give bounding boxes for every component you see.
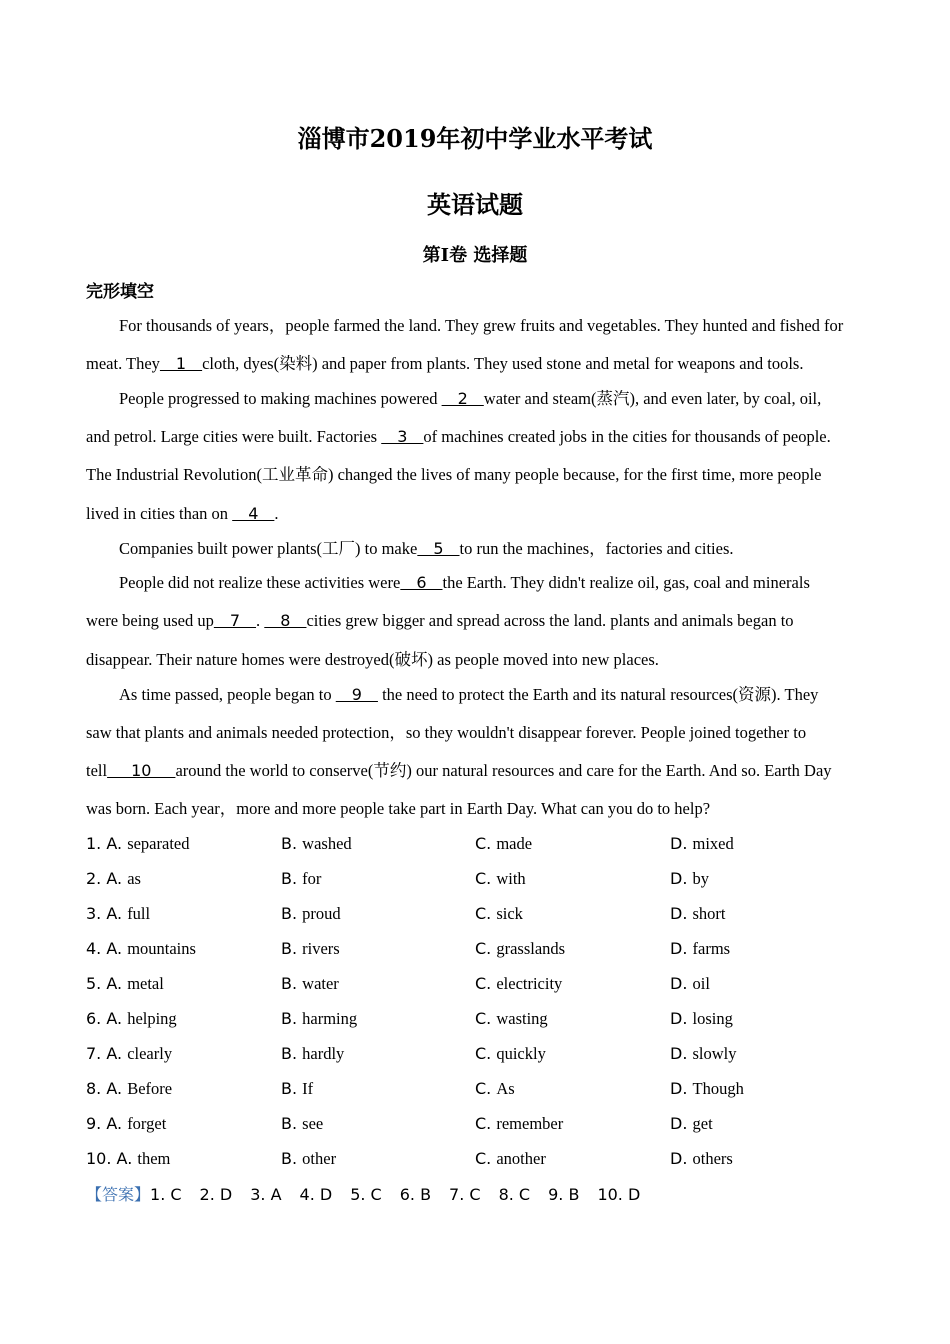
exam-title: 淄博市2019年初中学业水平考试: [297, 124, 653, 153]
option-label: B.: [281, 1009, 303, 1028]
option-label: C.: [475, 1149, 497, 1168]
option-text: electricity: [496, 974, 563, 993]
option-label: D.: [670, 974, 693, 993]
option-label: 3. A.: [86, 904, 128, 923]
option-a: [86, 937, 196, 961]
question-row: [86, 832, 866, 856]
passage-text: People progressed to making machines powered: [119, 389, 442, 408]
answer-value: 5. C: [350, 1185, 382, 1204]
option-label: B.: [281, 1149, 303, 1168]
option-text: proud: [302, 904, 341, 923]
option-b: [281, 902, 341, 926]
option-b: [281, 867, 321, 891]
option-label: 1. A.: [86, 834, 128, 853]
passage-line: [119, 314, 843, 338]
passage-text: of machines created jobs in the cities for thousands of people.: [423, 427, 831, 446]
passage-text: meat. They: [86, 354, 160, 373]
option-text: separated: [127, 834, 190, 853]
option-label: 7. A.: [86, 1044, 128, 1063]
passage-line: [86, 463, 821, 487]
passage-line: [119, 387, 821, 411]
option-c: [475, 1077, 515, 1101]
passage-text: saw that plants and animals needed protection，so they wouldn't disappear forever. People joined together to: [86, 723, 807, 742]
option-d: [670, 1042, 737, 1066]
passage-text: disappear. Their nature homes were destroyed(破坏) as people moved into new places.: [86, 650, 659, 669]
answer-values: [150, 1185, 658, 1204]
option-text: others: [692, 1149, 733, 1168]
option-text: farms: [692, 939, 731, 958]
option-text: get: [692, 1114, 713, 1133]
answer-value: 8. C: [498, 1185, 531, 1204]
option-label: D.: [670, 904, 693, 923]
option-d: [670, 832, 734, 856]
option-text: harming: [302, 1009, 358, 1028]
passage-line: [86, 797, 710, 821]
option-text: rivers: [302, 939, 340, 958]
cloze-blank: 10: [107, 761, 176, 780]
option-d: [670, 937, 730, 961]
passage-text: lived in cities than on: [86, 504, 233, 523]
option-text: wasting: [496, 1009, 548, 1028]
option-d: [670, 1077, 744, 1101]
answer-line: [86, 1183, 658, 1207]
question-row: [86, 902, 866, 926]
passage-text: As time passed, people began to: [119, 685, 336, 704]
question-row: [86, 1147, 866, 1171]
passage-line: [86, 352, 803, 376]
question-row: [86, 1007, 866, 1031]
option-a: [86, 1042, 172, 1066]
answer-value: 9. B: [548, 1185, 580, 1204]
option-text: As: [496, 1079, 515, 1098]
option-label: B.: [281, 939, 303, 958]
option-b: [281, 972, 339, 996]
option-text: sick: [496, 904, 523, 923]
question-row: [86, 1112, 866, 1136]
option-label: D.: [670, 1044, 693, 1063]
section-title: 完形填空: [86, 282, 154, 302]
option-text: as: [127, 869, 141, 888]
passage-text: People did not realize these activities were: [119, 573, 401, 592]
option-b: [281, 937, 340, 961]
passage-line: [86, 609, 794, 633]
option-text: helping: [127, 1009, 177, 1028]
answer-value: 3. A: [250, 1185, 282, 1204]
cloze-blank: 6: [400, 573, 443, 592]
exam-subtitle: 英语试题: [427, 190, 523, 219]
option-a: [86, 972, 164, 996]
option-a: [86, 1007, 177, 1031]
option-a: [86, 902, 150, 926]
option-text: losing: [692, 1009, 733, 1028]
option-text: grasslands: [496, 939, 566, 958]
option-d: [670, 1007, 733, 1031]
option-label: C.: [475, 834, 497, 853]
option-b: [281, 1112, 323, 1136]
option-c: [475, 832, 532, 856]
passage-text: Companies built power plants(工厂) to make: [119, 539, 418, 558]
option-text: short: [692, 904, 726, 923]
passage-text: around the world to conserve(节约) our natural resources and care for the Earth. And so. Earth Day: [175, 761, 832, 780]
option-text: Before: [127, 1079, 173, 1098]
cloze-blank: 8: [264, 611, 307, 630]
option-label: D.: [670, 869, 693, 888]
option-text: oil: [692, 974, 710, 993]
passage-text: The Industrial Revolution(工业革命) changed the lives of many people because, for the first time, more people: [86, 465, 822, 484]
option-label: C.: [475, 904, 497, 923]
option-text: mountains: [127, 939, 196, 958]
option-c: [475, 972, 562, 996]
option-label: D.: [670, 834, 693, 853]
passage-line: [86, 502, 279, 526]
question-row: [86, 1077, 866, 1101]
passage-line: [86, 759, 832, 783]
option-c: [475, 1007, 548, 1031]
option-label: 8. A.: [86, 1079, 128, 1098]
passage-text: the need to protect the Earth and its natural resources(资源). They: [377, 685, 819, 704]
option-label: C.: [475, 1079, 497, 1098]
option-label: 9. A.: [86, 1114, 128, 1133]
option-label: B.: [281, 1044, 303, 1063]
cloze-blank: 4: [232, 504, 275, 523]
passage-text: to run the machines，factories and cities.: [459, 539, 734, 558]
option-text: mixed: [692, 834, 734, 853]
option-label: 4. A.: [86, 939, 128, 958]
cloze-blank: 2: [441, 389, 484, 408]
option-c: [475, 867, 526, 891]
answer-value: 10. D: [597, 1185, 641, 1204]
option-d: [670, 1112, 713, 1136]
cloze-blank: 7: [213, 611, 257, 630]
passage-text: For thousands of years，people farmed the land. They grew fruits and vegetables. They hunted and fished for: [119, 316, 844, 335]
option-a: [86, 1112, 166, 1136]
passage-text: .: [274, 504, 279, 523]
option-label: C.: [475, 974, 497, 993]
cloze-blank: 9: [335, 685, 378, 704]
passage-text: .: [256, 611, 265, 630]
option-b: [281, 1007, 357, 1031]
question-row: [86, 972, 866, 996]
cloze-blank: 3: [381, 427, 424, 446]
option-b: [281, 1042, 344, 1066]
option-c: [475, 1112, 563, 1136]
option-label: C.: [475, 869, 497, 888]
option-text: full: [127, 904, 151, 923]
option-d: [670, 1147, 733, 1171]
option-text: for: [302, 869, 322, 888]
option-text: If: [302, 1079, 314, 1098]
answer-value: 1. C: [150, 1185, 182, 1204]
passage-line: [119, 571, 810, 595]
option-label: B.: [281, 834, 303, 853]
cloze-blank: 5: [417, 539, 460, 558]
question-row: [86, 1042, 866, 1066]
option-c: [475, 902, 523, 926]
option-c: [475, 1042, 546, 1066]
option-text: clearly: [127, 1044, 173, 1063]
option-label: B.: [281, 1114, 303, 1133]
option-label: D.: [670, 1009, 693, 1028]
option-text: Though: [692, 1079, 744, 1098]
option-text: another: [496, 1149, 546, 1168]
option-a: [86, 1077, 172, 1101]
option-label: C.: [475, 1009, 497, 1028]
option-text: metal: [127, 974, 164, 993]
passage-text: cloth, dyes(染料) and paper from plants. They used stone and metal for weapons and tools.: [202, 354, 804, 373]
option-label: B.: [281, 974, 303, 993]
option-b: [281, 1147, 336, 1171]
answer-value: 4. D: [299, 1185, 333, 1204]
passage-text: the Earth. They didn't realize oil, gas, coal and minerals: [442, 573, 810, 592]
option-text: see: [302, 1114, 324, 1133]
passage-text: was born. Each year，more and more people take part in Earth Day. What can you do to help?: [86, 799, 711, 818]
option-b: [281, 832, 352, 856]
question-row: [86, 867, 866, 891]
passage-text: tell: [86, 761, 108, 780]
option-text: them: [137, 1149, 171, 1168]
option-d: [670, 972, 710, 996]
option-b: [281, 1077, 313, 1101]
option-label: 10. A.: [86, 1149, 138, 1168]
answer-tag: 【答案】: [86, 1185, 151, 1204]
option-label: B.: [281, 904, 303, 923]
passage-text: water and steam(蒸汽), and even later, by coal, oil,: [483, 389, 822, 408]
answer-value: 2. D: [199, 1185, 233, 1204]
option-text: hardly: [302, 1044, 345, 1063]
answer-value: 6. B: [399, 1185, 432, 1204]
option-text: by: [692, 869, 709, 888]
option-text: remember: [496, 1114, 564, 1133]
option-text: other: [302, 1149, 337, 1168]
passage-line: [119, 537, 734, 561]
option-label: B.: [281, 1079, 303, 1098]
option-a: [86, 832, 189, 856]
option-label: 2. A.: [86, 869, 128, 888]
option-label: D.: [670, 1149, 693, 1168]
option-text: quickly: [496, 1044, 546, 1063]
option-label: C.: [475, 1044, 497, 1063]
option-label: 6. A.: [86, 1009, 128, 1028]
option-label: C.: [475, 1114, 497, 1133]
option-text: made: [496, 834, 533, 853]
option-label: C.: [475, 939, 497, 958]
option-c: [475, 1147, 546, 1171]
option-c: [475, 937, 565, 961]
option-label: D.: [670, 939, 693, 958]
part-title: 第Ⅰ卷 选择题: [422, 245, 528, 266]
passage-text: and petrol. Large cities were built. Factories: [86, 427, 382, 446]
option-a: [86, 1147, 170, 1171]
option-d: [670, 902, 726, 926]
answer-value: 7. C: [449, 1185, 481, 1204]
passage-line: [86, 648, 659, 672]
option-text: slowly: [692, 1044, 737, 1063]
option-label: B.: [281, 869, 303, 888]
option-text: water: [302, 974, 339, 993]
passage-text: cities grew bigger and spread across the land. plants and animals began to: [306, 611, 794, 630]
question-row: [86, 937, 866, 961]
cloze-blank: 1: [159, 354, 203, 373]
option-d: [670, 867, 709, 891]
option-label: D.: [670, 1079, 693, 1098]
option-label: D.: [670, 1114, 693, 1133]
passage-text: were being used up: [86, 611, 214, 630]
passage-line: [119, 683, 818, 707]
option-a: [86, 867, 141, 891]
passage-line: [86, 425, 831, 449]
option-text: forget: [127, 1114, 167, 1133]
passage-line: [86, 721, 806, 745]
option-text: washed: [302, 834, 352, 853]
option-text: with: [496, 869, 526, 888]
option-label: 5. A.: [86, 974, 128, 993]
